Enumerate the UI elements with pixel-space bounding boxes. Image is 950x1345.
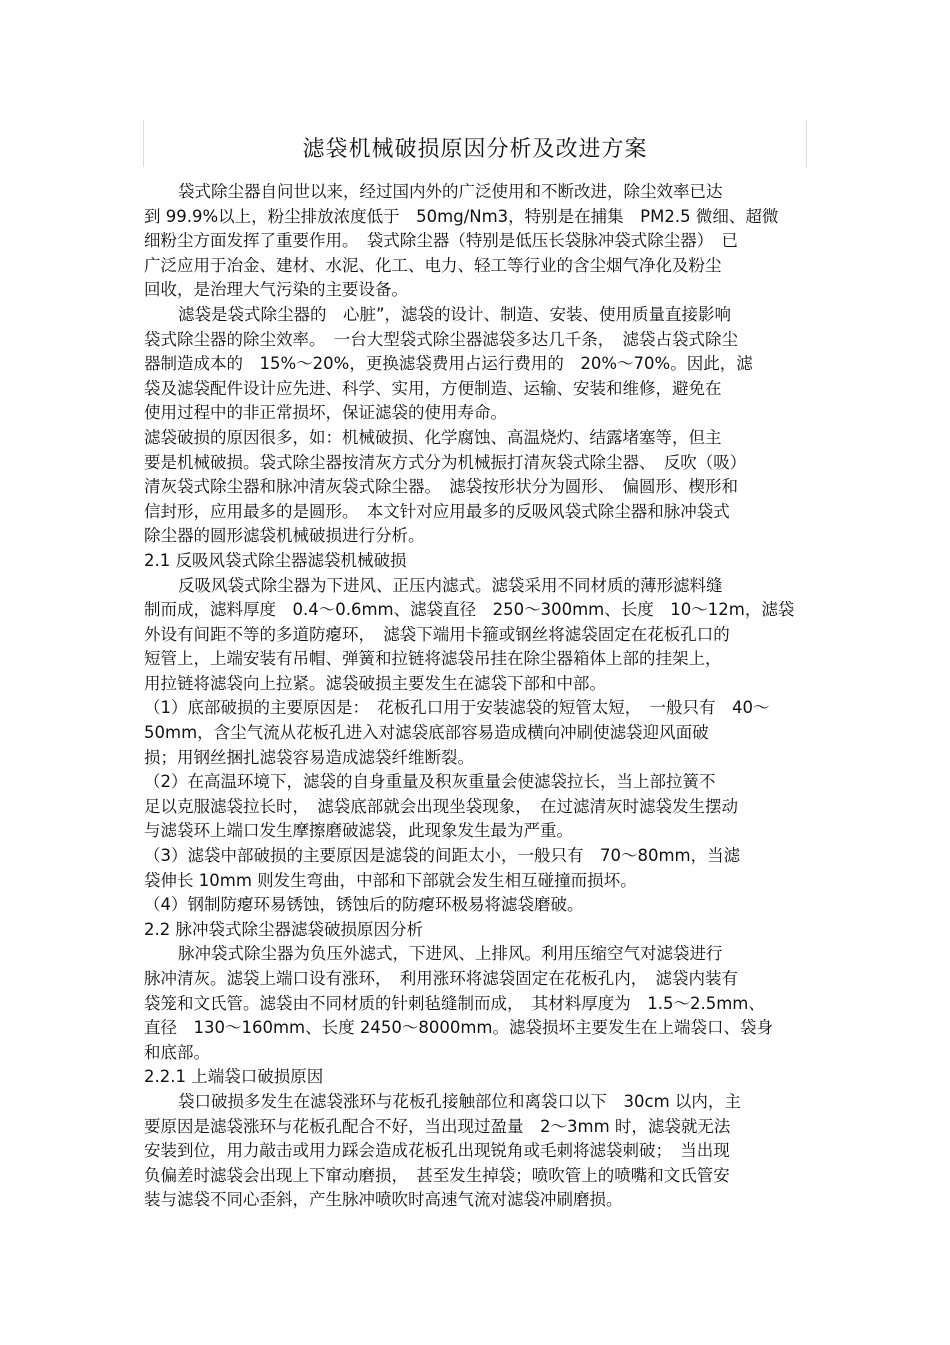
subsection-heading: 2.2.1 上端袋口破损原因 <box>144 1067 324 1087</box>
text-line: 短管上，上端安装有吊帽、弹簧和拉链将滤袋吊挂在除尘器箱体上部的挂架上， <box>144 649 722 669</box>
text-line: 袋式除尘器自问世以来，经过国内外的广泛使用和不断改进，除尘效率已达 <box>178 182 723 201</box>
text-line: 脉冲清灰。滤袋上端口设有涨环， 利用涨环将滤袋固定在花板孔内， 滤袋内装有 <box>144 969 738 988</box>
text-line: 制而成，滤料厚度 0.4～0.6mm、滤袋直径 250～300mm、长度 10～12m，滤袋 <box>144 600 795 620</box>
text-line: 要原因是滤袋涨环与花板孔配合不好，当出现过盈量 2～3mm 时，滤袋就无法 <box>144 1116 731 1136</box>
text-line: 袋笼和文氏管。滤袋由不同材质的针刺毡缝制而成， 其材料厚度为 1.5～2.5mm、 <box>144 993 765 1013</box>
text-line: 使用过程中的非正常损坏，保证滤袋的使用寿命。 <box>144 403 507 423</box>
text-line: 广泛应用于冶金、建材、水泥、化工、电力、轻工等行业的含尘烟气净化及粉尘 <box>144 255 722 275</box>
text-line: 损；用钢丝捆扎滤袋容易造成滤袋纤维断裂。 <box>144 747 474 767</box>
text-line: 与滤袋环上端口发生摩擦磨破滤袋，此现象发生最为严重。 <box>144 821 573 841</box>
text-line: 清灰袋式除尘器和脉冲清灰袋式除尘器。 滤袋按形状分为圆形、 偏圆形、楔形和 <box>144 477 738 497</box>
text-line: 器制造成本的 15%～20%，更换滤袋费用占运行费用的 20%～70%。因此，滤 <box>144 354 753 374</box>
text-line: 除尘器的圆形滤袋机械破损进行分析。 <box>144 526 425 546</box>
text-line: 要是机械破损。袋式除尘器按清灰方式分为机械振打清灰袋式除尘器、 反吹（吸） <box>144 452 747 472</box>
text-line: 袋口破损多发生在滤袋涨环与花板孔接触部位和离袋口以下 30cm 以内，主 <box>178 1091 741 1111</box>
text-line: 回收，是治理大气污染的主要设备。 <box>144 280 408 300</box>
section-heading: 2.2 脉冲袋式除尘器滤袋破损原因分析 <box>144 919 423 939</box>
text-line: 信封形，应用最多的是圆形。 本文针对应用最多的反吸风袋式除尘器和脉冲袋式 <box>144 501 730 521</box>
section-heading: 2.1 反吸风袋式除尘器滤袋机械破损 <box>144 550 407 570</box>
list-item: （2）在高温环境下，滤袋的自身重量及积灰重量会使滤袋拉长，当上部拉簧不 <box>144 772 716 792</box>
text-line: 袋式除尘器的除尘效率。 一台大型袋式除尘器滤袋多达几千条， 滤袋占袋式除尘 <box>144 329 738 349</box>
text-line: 用拉链将滤袋向上拉紧。滤袋破损主要发生在滤袋下部和中部。 <box>144 673 606 693</box>
list-item: （4）钢制防瘪环易锈蚀，锈蚀后的防瘪环极易将滤袋磨破。 <box>144 895 584 915</box>
text-line: 脉冲袋式除尘器为负压外滤式，下进风、上排风。利用压缩空气对滤袋进行 <box>178 944 723 964</box>
text-line: 足以克服滤袋拉长时， 滤袋底部就会出现坐袋现象， 在过滤清灰时滤袋发生摆动 <box>144 796 738 816</box>
text-line: 细粉尘方面发挥了重要作用。 袋式除尘器（特别是低压长袋脉冲袋式除尘器） 已 <box>144 231 738 251</box>
text-line: 装与滤袋不同心歪斜，产生脉冲喷吹时高速气流对滤袋冲刷磨损。 <box>144 1190 623 1210</box>
text-line: 袋及滤袋配件设计应先进、科学、实用，方便制造、运输、安装和维修，避免在 <box>144 378 722 398</box>
text-line: 50mm，含尘气流从花板孔进入对滤袋底部容易造成横向冲刷使滤袋迎风面破 <box>144 723 709 743</box>
list-item: （1）底部破损的主要原因是： 花板孔口用于安装滤袋的短管太短， 一般只有 40～ <box>144 698 770 718</box>
text-line: 滤袋是袋式除尘器的 心脏”，滤袋的设计、制造、安装、使用质量直接影响 <box>178 304 732 324</box>
document-body <box>144 180 814 1213</box>
text-line: 反吸风袋式除尘器为下进风、正压内滤式。滤袋采用不同材质的薄形滤料缝 <box>178 575 723 595</box>
text-line: 安装到位，用力敲击或用力踩会造成花板孔出现锐角或毛刺将滤袋刺破； 当出现 <box>144 1141 730 1161</box>
text-line: 滤袋破损的原因很多，如：机械破损、化学腐蚀、高温烧灼、结露堵塞等，但主 <box>144 427 722 447</box>
document-title: 滤袋机械破损原因分析及改进方案 <box>302 137 648 162</box>
text-line: 负偏差时滤袋会出现上下窜动磨损， 甚至发生掉袋；喷吹管上的喷嘴和文氏管安 <box>144 1165 730 1185</box>
text-line: 到 99.9%以上，粉尘排放浓度低于 50mg/Nm3，特别是在捕集 PM2.5 微细、超微 <box>144 206 779 226</box>
list-item: （3）滤袋中部破损的主要原因是滤袋的间距太小，一般只有 70～80mm，当滤 <box>144 846 741 866</box>
text-line: 袋伸长 10mm 则发生弯曲，中部和下部就会发生相互碰撞而损坏。 <box>144 870 637 890</box>
text-line: 和底部。 <box>144 1042 210 1062</box>
text-line: 外设有间距不等的多道防瘪环， 滤袋下端用卡箍或钢丝将滤袋固定在花板孔口的 <box>144 624 730 644</box>
text-line: 直径 130～160mm、长度 2450～8000mm。滤袋损坏主要发生在上端袋口、袋身 <box>144 1018 774 1038</box>
